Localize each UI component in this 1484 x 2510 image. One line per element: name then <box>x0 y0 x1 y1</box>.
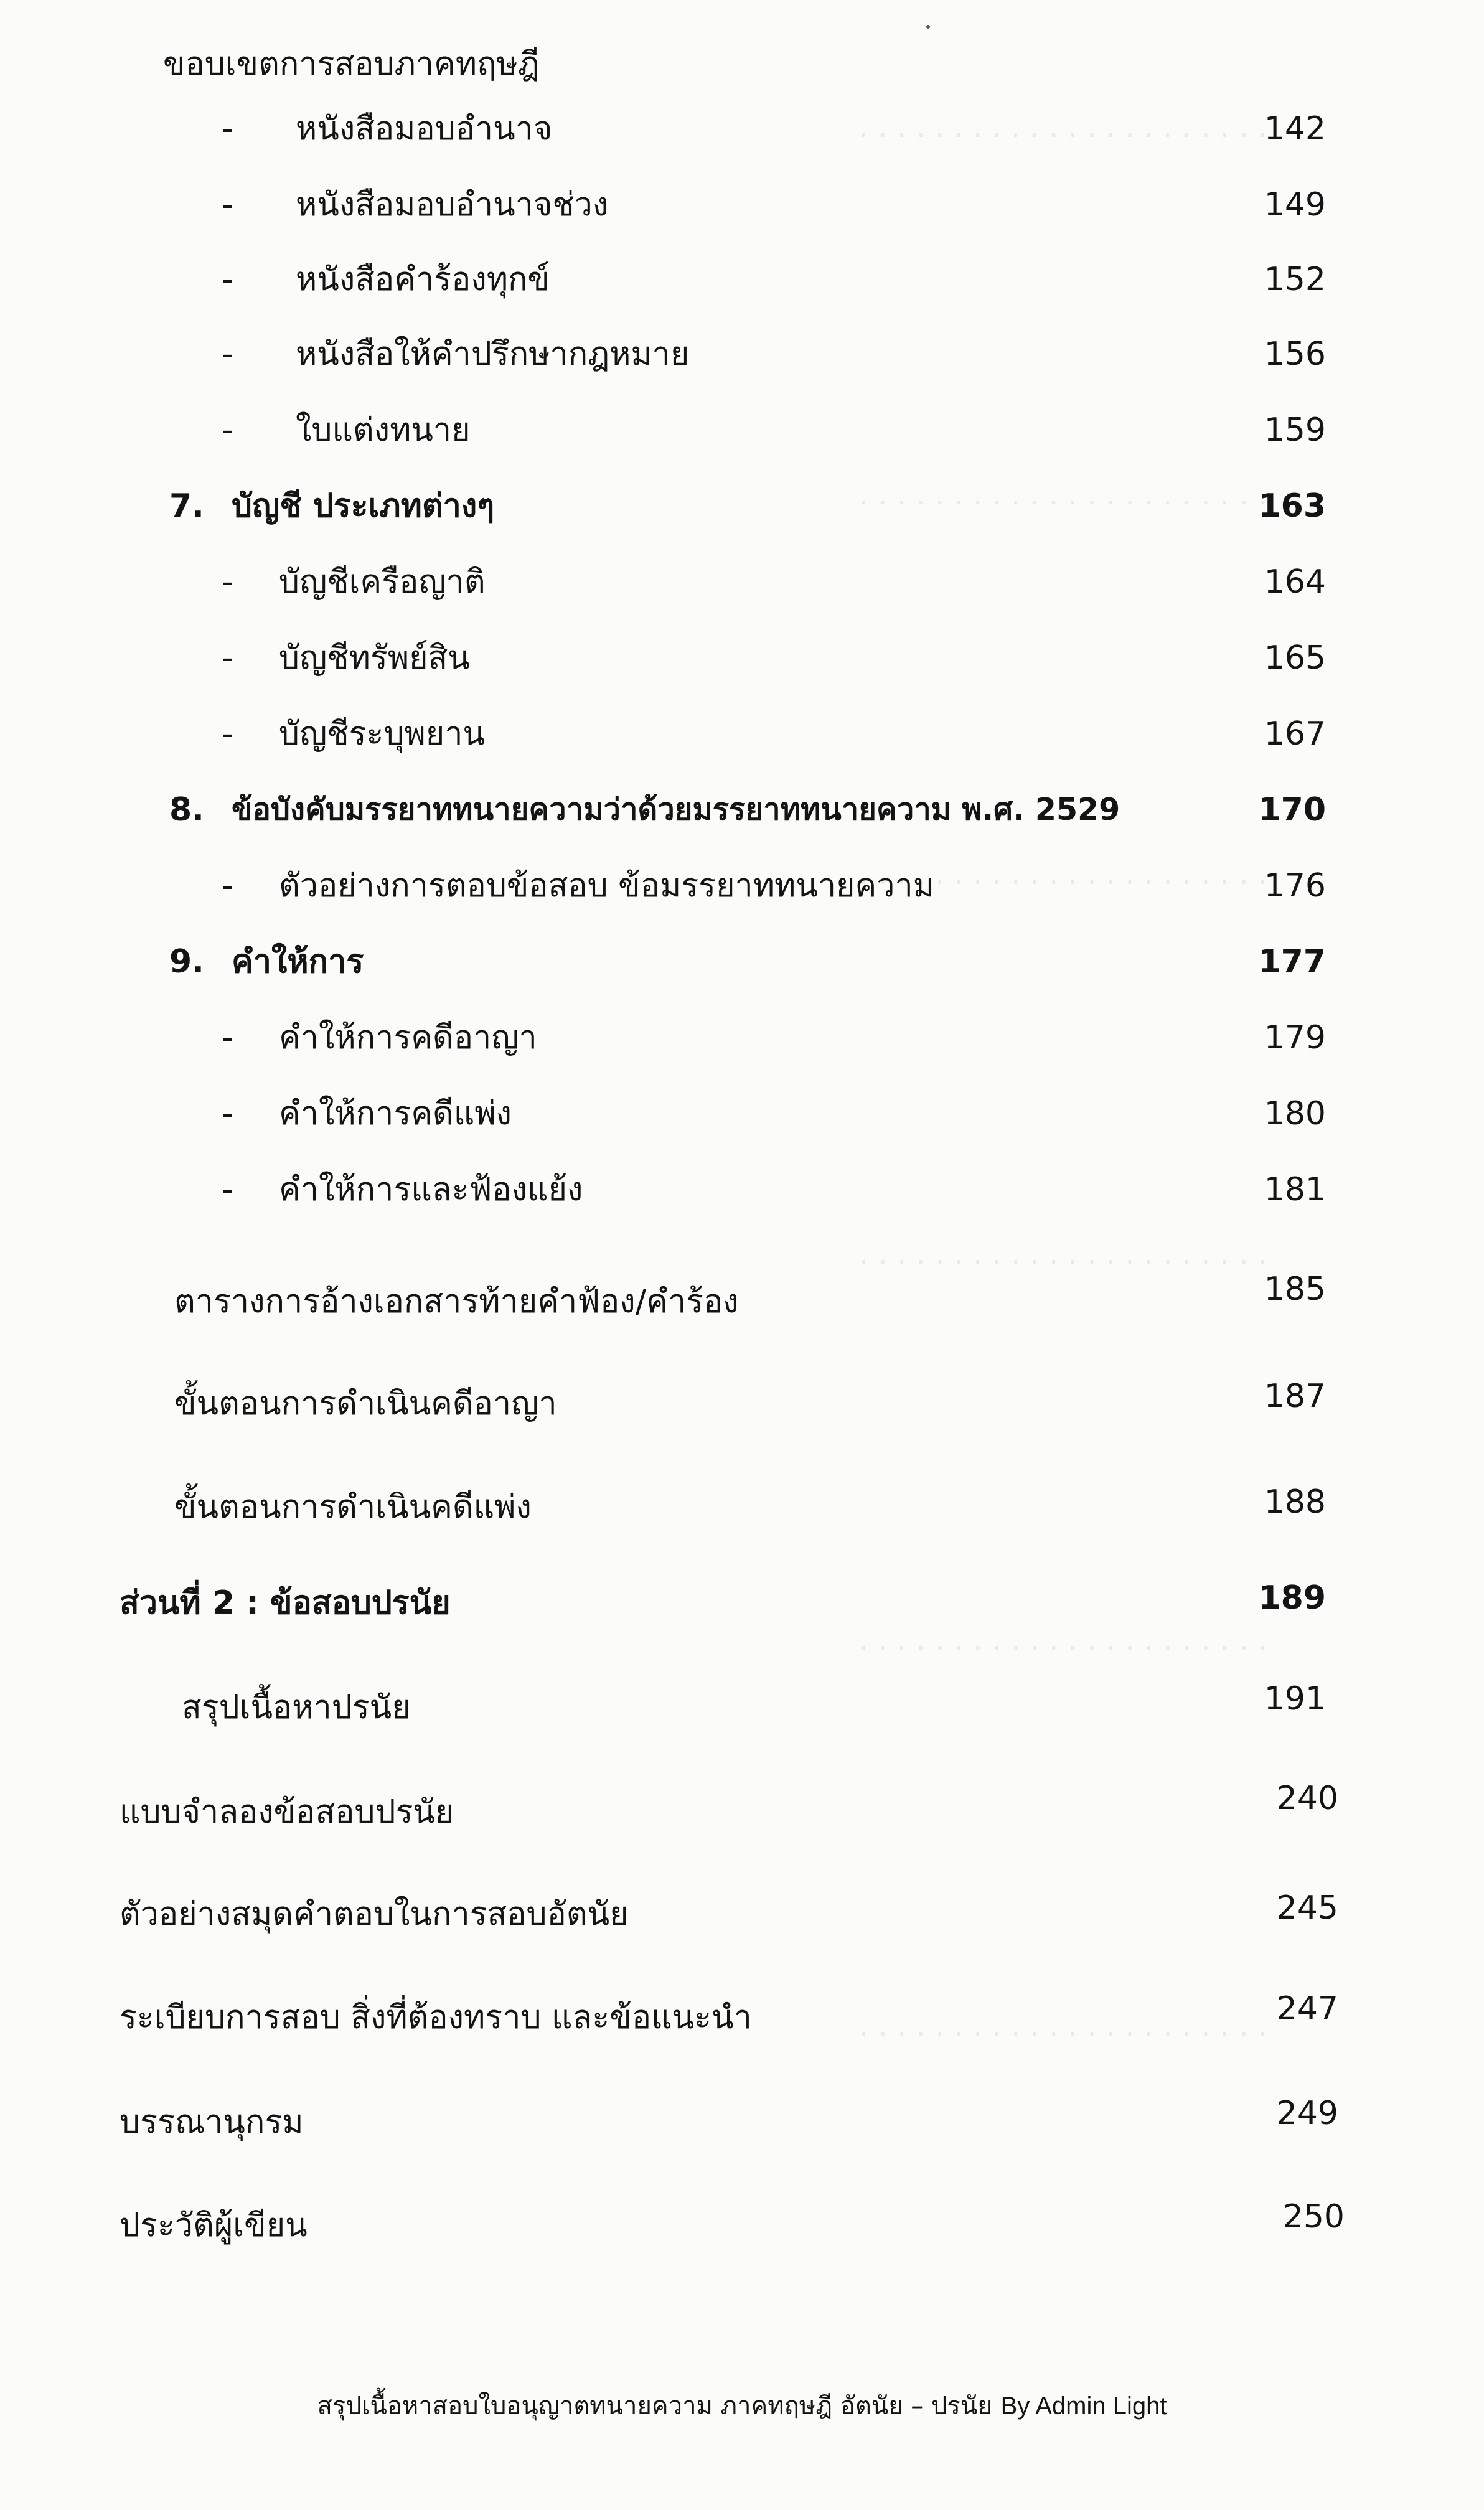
toc-entry <box>0 171 1484 239</box>
toc-heading-row <box>0 30 1484 98</box>
section-number: 8. <box>169 791 204 829</box>
entry-page: 191 <box>1264 1680 1326 1718</box>
entry-title: ตัวอย่างการตอบข้อสอบ ข้อมรรยาททนายความ <box>279 867 934 905</box>
toc-entry <box>0 2191 1484 2260</box>
entry-title: บัญชีทรัพย์สิน <box>279 639 470 677</box>
entry-title: ขั้นตอนการดำเนินคดีแพ่ง <box>174 1488 532 1526</box>
entry-title: ตัวอย่างสมุดคำตอบในการสอบอัตนัย <box>120 1896 629 1933</box>
entry-page: 247 <box>1276 1990 1338 2028</box>
entry-title: แบบจำลองข้อสอบปรนัย <box>120 1793 454 1831</box>
toc-entry <box>0 1079 1484 1148</box>
entry-title: บรรณานุกรม <box>120 2103 304 2141</box>
toc-entry <box>0 1267 1484 1336</box>
section-title: บัญชี ประเภทต่างๆ <box>232 487 495 525</box>
section-page: 170 <box>1258 791 1326 829</box>
toc-section <box>0 472 1484 540</box>
section-title: ข้อบังคับมรรยาททนายความว่าด้วยมรรยาททนายความ พ.ศ. 2529 <box>232 792 1120 827</box>
entry-title: หนังสือให้คำปรึกษากฎหมาย <box>296 336 690 373</box>
entry-page: 181 <box>1264 1171 1326 1208</box>
entry-page: 187 <box>1264 1378 1326 1415</box>
entry-page: 188 <box>1264 1483 1326 1521</box>
entry-page: 142 <box>1264 110 1326 148</box>
entry-page: 152 <box>1264 261 1326 298</box>
entry-title: คำให้การคดีอาญา <box>279 1019 537 1056</box>
toc-entry <box>0 1155 1484 1224</box>
toc-entry <box>0 2088 1484 2156</box>
entry-page: 249 <box>1276 2095 1338 2132</box>
entry-title: หนังสือมอบอำนาจ <box>296 110 553 148</box>
entry-dash: - <box>222 563 233 601</box>
toc-entry <box>0 95 1484 163</box>
section-number: 9. <box>169 943 204 980</box>
entry-title: ขั้นตอนการดำเนินคดีอาญา <box>174 1385 557 1422</box>
toc-section <box>0 928 1484 996</box>
entry-title: ประวัติผู้เขียน <box>120 2207 308 2244</box>
entry-page: 164 <box>1264 563 1326 601</box>
section-number: 7. <box>169 487 204 525</box>
entry-page: 156 <box>1264 336 1326 373</box>
entry-title: คำให้การและฟ้องแย้ง <box>279 1171 583 1208</box>
bleed-through-text: · · · · · · · · · · · · · · · · · · · · · · <box>859 1245 1268 1280</box>
entry-dash: - <box>222 261 233 298</box>
bleed-through-text: · · · · · · · · · · · · · · · · · · · · · · <box>859 865 1268 900</box>
entry-title: หนังสือคำร้องทุกข์ <box>296 261 550 298</box>
toc-entry <box>0 1473 1484 1541</box>
toc-entry <box>0 1673 1484 1742</box>
entry-dash: - <box>222 1019 233 1056</box>
entry-page: 176 <box>1264 867 1326 905</box>
section-page: 163 <box>1258 487 1326 525</box>
entry-title: บัญชีเครือญาติ <box>279 563 486 601</box>
entry-page: 180 <box>1264 1095 1326 1132</box>
entry-page: 179 <box>1264 1019 1326 1056</box>
entry-page: 245 <box>1276 1889 1338 1927</box>
section-title: คำให้การ <box>232 943 364 980</box>
footer-text: สรุปเนื้อหาสอบใบอนุญาตทนายความ ภาคทฤษฎี อัตนัย – ปรนัย <box>317 2392 992 2420</box>
toc-entry <box>0 1880 1484 1948</box>
bleed-through-text: · · · · · · · · · · · · · · · · · · · · · · <box>859 118 1268 153</box>
entry-page: 185 <box>1264 1271 1326 1308</box>
entry-dash: - <box>222 715 233 753</box>
entry-dash: - <box>222 1171 233 1208</box>
part-title: ส่วนที่ 2 : ข้อสอบปรนัย <box>120 1584 451 1622</box>
toc-entry <box>0 1370 1484 1438</box>
bleed-through-text: · · · · · · · · · · · · · · · · · · · · · · <box>859 2017 1268 2052</box>
entry-page: 240 <box>1276 1780 1338 1817</box>
toc-entry <box>0 700 1484 768</box>
toc-entry <box>0 320 1484 388</box>
bleed-through-text: · · · · · · · · · · · · · · · · · · · · · · <box>859 1631 1268 1666</box>
speck <box>926 25 930 29</box>
toc-entry <box>0 1778 1484 1846</box>
section-page: 177 <box>1258 943 1326 980</box>
entry-title: หนังสือมอบอำนาจช่วง <box>296 186 609 223</box>
entry-dash: - <box>222 411 233 449</box>
entry-page: 165 <box>1264 639 1326 677</box>
toc-entry <box>0 245 1484 314</box>
entry-page: 250 <box>1282 2198 1345 2235</box>
toc-entry <box>0 396 1484 464</box>
bleed-through-text: · · · · · · · · · · · · · · · · · · · · · · <box>859 486 1268 520</box>
entry-title: สรุปเนื้อหาปรนัย <box>182 1689 411 1726</box>
toc-entry <box>0 1004 1484 1072</box>
toc-section <box>0 776 1484 844</box>
page-footer <box>0 2384 1484 2428</box>
toc-entry <box>0 624 1484 692</box>
entry-title: ตารางการอ้างเอกสารท้ายคำฟ้อง/คำร้อง <box>174 1283 739 1320</box>
toc-part <box>0 1569 1484 1637</box>
entry-title: ใบแต่งทนาย <box>296 411 471 449</box>
toc-entry <box>0 548 1484 616</box>
toc-entry <box>0 852 1484 920</box>
entry-page: 167 <box>1264 715 1326 753</box>
entry-page: 149 <box>1264 186 1326 223</box>
entry-page: 159 <box>1264 411 1326 449</box>
section-heading: ขอบเขตการสอบภาคทฤษฎี <box>163 45 540 83</box>
entry-dash: - <box>222 110 233 148</box>
entry-dash: - <box>222 639 233 677</box>
footer-byline: By Admin Light <box>1000 2392 1167 2420</box>
entry-dash: - <box>222 867 233 905</box>
entry-dash: - <box>222 186 233 223</box>
entry-title: คำให้การคดีแพ่ง <box>279 1095 512 1132</box>
part-page: 189 <box>1258 1579 1326 1617</box>
entry-dash: - <box>222 336 233 373</box>
toc-entry <box>0 1983 1484 2052</box>
entry-title: บัญชีระบุพยาน <box>279 715 485 753</box>
entry-dash: - <box>222 1095 233 1132</box>
entry-title: ระเบียบการสอบ สิ่งที่ต้องทราบ และข้อแนะนำ <box>120 1999 752 2036</box>
